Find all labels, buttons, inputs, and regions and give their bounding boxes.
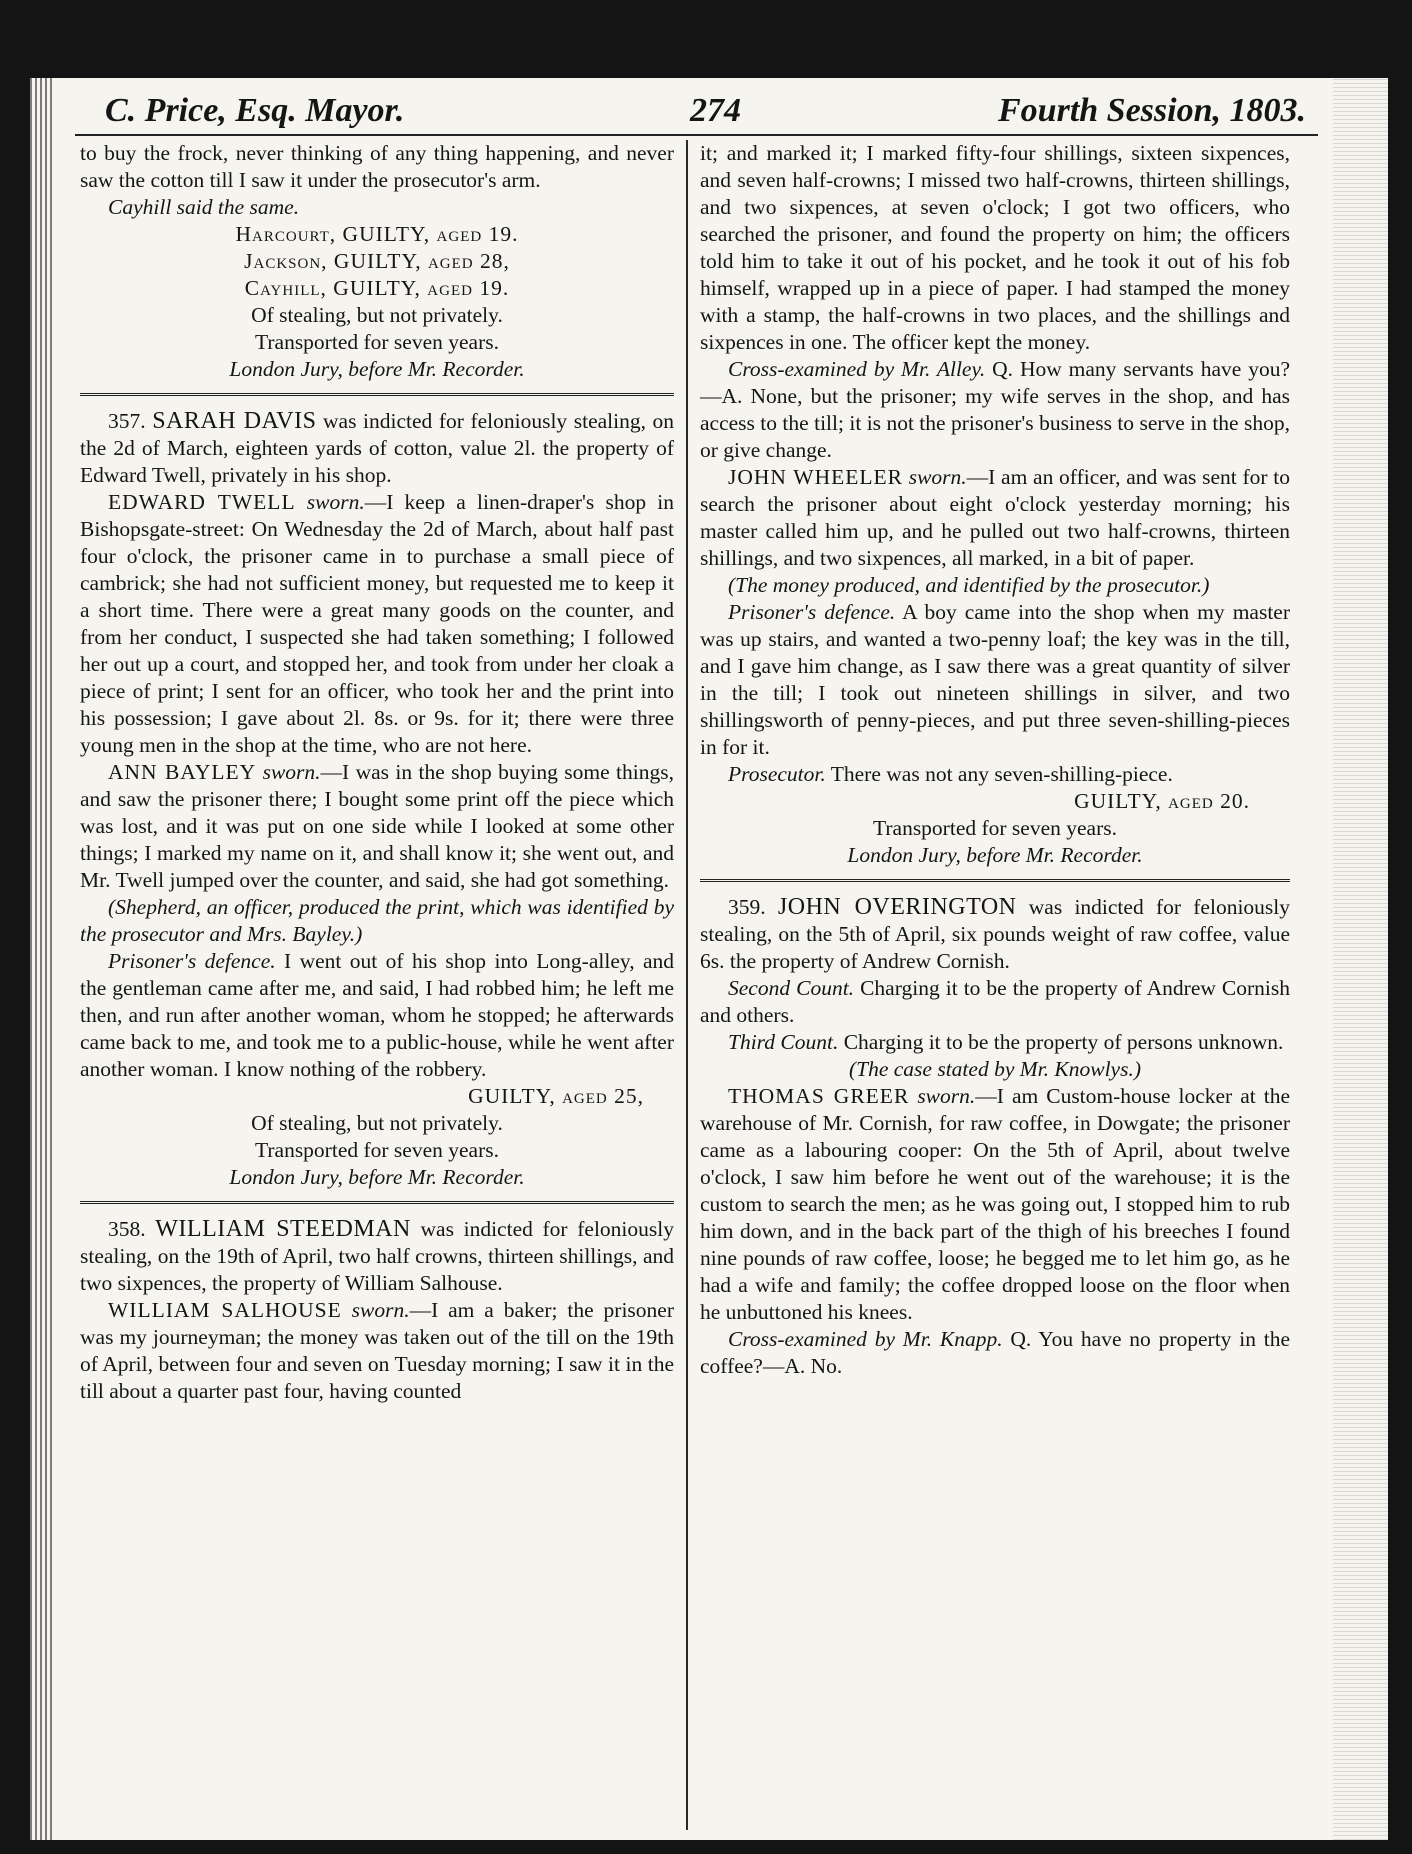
case-357-heading (80, 408, 674, 489)
indictment-text: was indicted for feloniously stealing, on the 2d of March, eighteen yards of cotton, value 2l. the property of Edward Twell, privately in his shop. (80, 409, 675, 487)
scan-edge-left (30, 78, 52, 1840)
header-right: Fourth Session, 1803. (998, 92, 1306, 129)
witness-name: WILLIAM SALHOUSE (108, 1298, 342, 1322)
cross-label: Cross-examined by Mr. Knapp. (728, 1327, 1003, 1351)
header-left: C. Price, Esq. Mayor. (105, 92, 405, 129)
verdict-line: GUILTY, aged 20. (1074, 789, 1250, 813)
indictment-text: was indicted for feloniously stealing, on the 5th of April, six pounds weight of raw coffee, value 6s. the property of Andrew Cornish. (700, 895, 1291, 973)
count-text: Charging it to be the property of persons unknown. (843, 1030, 1284, 1054)
sentence-line: Of stealing, but not privately. (251, 1111, 503, 1135)
count-text: Charging it to be the property of Andrew Cornish and others. (700, 976, 1291, 1027)
cross-label: Cross-examined by Mr. Alley. (728, 357, 986, 381)
count-paragraph (700, 1029, 1290, 1056)
sworn-label: sworn. (262, 760, 321, 784)
sworn-label: sworn. (351, 1298, 410, 1322)
sentence-line: London Jury, before Mr. Recorder. (229, 357, 525, 381)
cross-text: Q. How many servants have you?—A. None, but the prisoner; my wife serves in the shop, and has access to the till; it is not the prisoner's business to serve in the shop, or give change. (700, 357, 1290, 462)
sworn-label: sworn. (908, 465, 967, 489)
case-number: 358. (108, 1217, 146, 1241)
sentence-line: Transported for seven years. (254, 330, 499, 354)
verdict-line: GUILTY, aged 25, (468, 1084, 644, 1108)
testimony-text: —I was in the shop buying some things, and saw the prisoner there; I bought some print off the piece which was lost, and it was put on one side while I looked at some other things; I marked my name on it, and shall know it; she went out, and Mr. Twell jumped over the counter, and said, she had got something. (80, 760, 675, 892)
case-separator (700, 879, 1290, 882)
testimony-text: —I am Custom-house locker at the warehouse of Mr. Cornish, for raw coffee, in Dowgate; the prisoner came as a labouring cooper: On the 5th of April, about twelve o'clock, I saw him before he went out of the warehouse; it is the custom to search the men; as he was going out, I stopped him to rub him down, and in the back part of the thigh of his breeches I found nine pounds of raw coffee, loose; he begged me to let him go, as he had a wife and family; the coffee dropped loose on the floor when he unbuttoned his knees. (700, 1084, 1291, 1324)
case-number: 359. (728, 895, 766, 919)
testimony-text: —I keep a linen-draper's shop in Bishopsgate-street: On Wednesday the 2d of March, about half past four o'clock, the prisoner came in to purchase a small piece of cambrick; she had not sufficient money, but requested me to keep it a short time. There were a great many goods on the counter, and from her conduct, I suspected she had taken something; I followed her out up a court, and stopped her, and took from under her cloak a piece of print; I sent for an officer, who took her and the print into his possession; I gave about 2l. 8s. or 9s. for it; there were three young men in the shop at the time, who are not here. (80, 490, 674, 757)
defence-label: Prisoner's defence. (728, 600, 896, 624)
document-page (30, 78, 1388, 1840)
court-note: (The money produced, and identified by the prosecutor.) (728, 573, 1210, 597)
testimony-paragraph (80, 1297, 674, 1405)
defendant-name: SARAH DAVIS (152, 408, 317, 434)
count-label: Second Count. (728, 976, 855, 1000)
witness-name: EDWARD TWELL (108, 490, 296, 514)
case-separator (80, 1201, 674, 1204)
continued-text: to buy the frock, never thinking of any thing happening, and never saw the cotton till I saw it under the prosecutor's arm. (80, 141, 674, 192)
prosecutor-paragraph (700, 761, 1290, 788)
verdict-line: Harcourt, GUILTY, aged 19. (235, 222, 519, 246)
defence-text: I went out of his shop into Long-alley, and the gentleman came after me, and said, I had robbed him; he left me then, and run after another woman, whom he stopped; he afterwards came back to me, and took me to a public-house, while he went after another woman. I know nothing of the robbery. (80, 949, 675, 1081)
cross-text: Q. You have no property in the coffee?—A. No. (700, 1327, 1290, 1378)
left-column (80, 140, 674, 1405)
testimony-paragraph (700, 464, 1290, 572)
case-358-heading (80, 1216, 674, 1297)
defendant-name: WILLIAM STEEDMAN (155, 1216, 411, 1242)
prosecutor-label: Prosecutor. (728, 762, 826, 786)
court-note: (Shepherd, an officer, produced the print, which was identified by the prosecutor and Mrs. Bayley.) (80, 895, 674, 946)
sentence-line: Of stealing, but not privately. (251, 303, 503, 327)
continued-text: it; and marked it; I marked fifty-four shillings, sixteen sixpences, and seven half-crowns; I missed two half-crowns, thirteen shillings, and two sixpences, at seven o'clock; I got two officers, who searched the prisoner, and found the property on him; the officers told him to take it out of his pocket, and he took it out of his fob himself, wrapped up in a piece of paper. I had stamped the money with a stamp, the half-crowns in two places, and the shillings and sixpences in one. The officer kept the money. (700, 141, 1290, 354)
witness-name: THOMAS GREER (728, 1084, 910, 1108)
testimony-paragraph (80, 759, 674, 894)
sworn-label: sworn. (917, 1084, 976, 1108)
count-label: Third Count. (728, 1030, 839, 1054)
case-separator (80, 393, 674, 396)
defence-paragraph (80, 948, 674, 1083)
case-359-heading (700, 894, 1290, 975)
cross-examination (700, 1326, 1290, 1380)
testimony-paragraph (80, 489, 674, 759)
scan-edge-right (1333, 78, 1388, 1840)
prosecutor-text: There was not any seven-shilling-piece. (830, 762, 1173, 786)
case-number: 357. (108, 409, 146, 433)
sentence-line: Transported for seven years. (254, 1138, 499, 1162)
testimony-paragraph (700, 1083, 1290, 1326)
column-divider (686, 140, 688, 1830)
cayhill-line: Cayhill said the same. (108, 195, 300, 219)
indictment-text: was indicted for feloniously stealing, on the 19th of April, two half crowns, thirteen shillings, and two sixpences, the property of William Salhouse. (80, 1217, 674, 1295)
sentence-line: London Jury, before Mr. Recorder. (847, 843, 1143, 867)
verdict-line: Cayhill, GUILTY, aged 19. (244, 276, 510, 300)
witness-name: ANN BAYLEY (108, 760, 257, 784)
testimony-text: —I am an officer, and was sent for to search the prisoner about eight o'clock yesterday morning; his master called him up, and he pulled out two half-crowns, thirteen shillings, and two sixpences, all marked, in a bit of paper. (700, 465, 1290, 570)
witness-name: JOHN WHEELER (728, 465, 903, 489)
sentence-line: London Jury, before Mr. Recorder. (229, 1165, 525, 1189)
defendant-name: JOHN OVERINGTON (777, 894, 1017, 920)
sentence-line: Transported for seven years. (872, 816, 1117, 840)
count-paragraph (700, 975, 1290, 1029)
verdict-line: Jackson, GUILTY, aged 28, (244, 249, 510, 273)
right-column (700, 140, 1290, 1380)
running-header (75, 90, 1318, 136)
sworn-label: sworn. (306, 490, 365, 514)
defence-paragraph (700, 599, 1290, 761)
cross-examination (700, 356, 1290, 464)
page-number: 274 (690, 92, 741, 129)
defence-text: A boy came into the shop when my master was up stairs, and wanted a two-penny loaf; the key was in the till, and I gave him change, as I saw there was a great quantity of silver in the till; I took out nineteen shillings in silver, and two shillingsworth of penny-pieces, and put three seven-shilling-pieces in for it. (700, 600, 1290, 759)
testimony-text: —I am a baker; the prisoner was my journeyman; the money was taken out of the till on the 19th of April, between four and seven on Tuesday morning; I saw it in the till about a quarter past four, having counted (80, 1298, 675, 1403)
case-stated-note: (The case stated by Mr. Knowlys.) (848, 1057, 1141, 1081)
defence-label: Prisoner's defence. (108, 949, 276, 973)
